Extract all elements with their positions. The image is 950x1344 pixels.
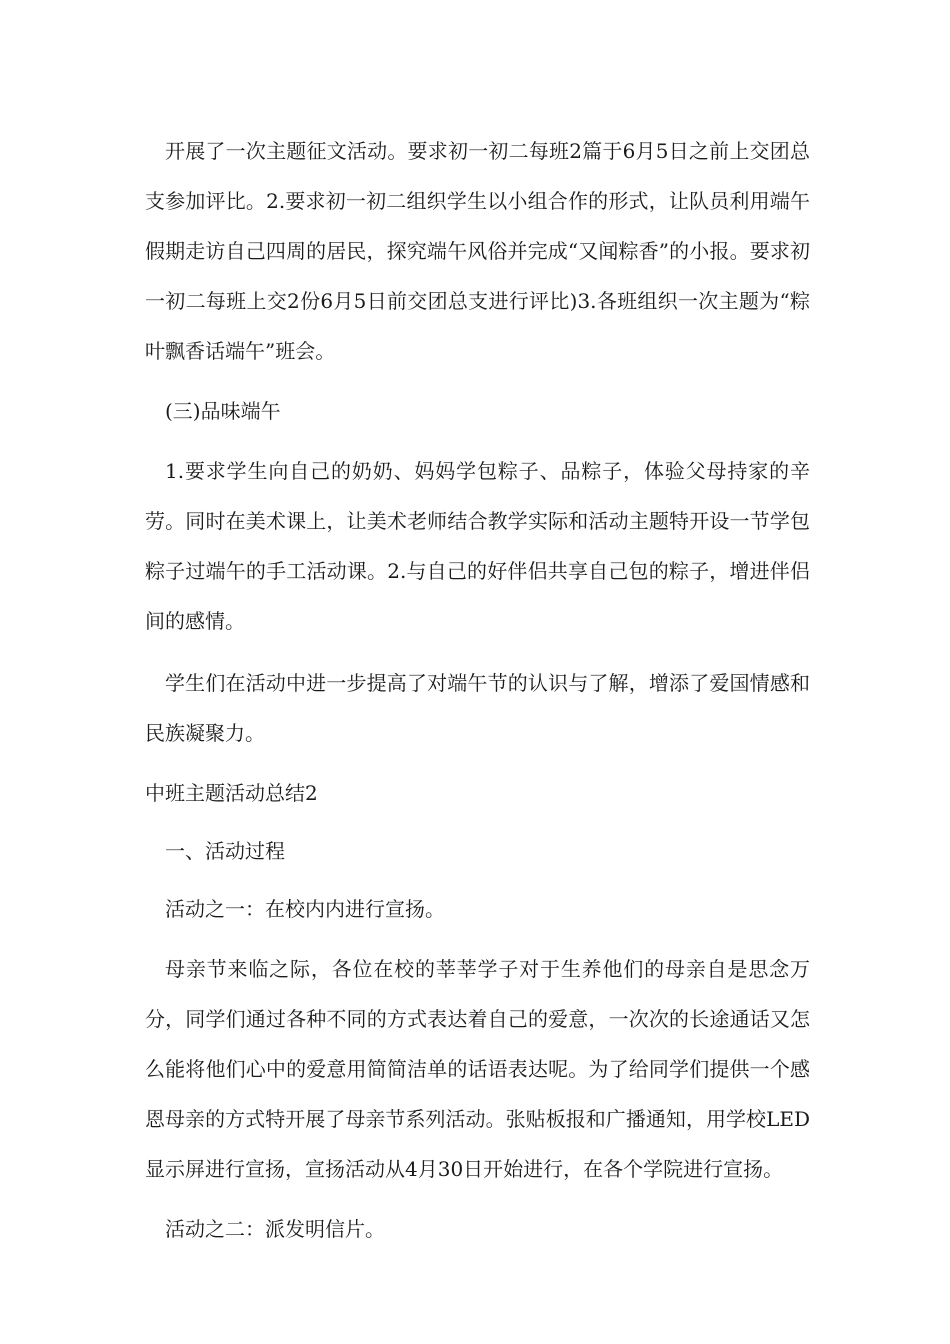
section-heading-activity-process: 一、活动过程 <box>165 839 285 863</box>
section-heading-taste-duanwu: (三)品味端午 <box>165 399 281 423</box>
paragraph-mothers-day: 母亲节来临之际，各位在校的莘莘学子对于生养他们的母亲自是思念万分，同学们通过各种不同的方式表达着自己的爱意，一次次的长途通话又怎么能将他们心中的爱意用简简洁单的话语表达呢。为了给同学们提供一个感恩母亲的方式特开展了母亲节系列活动。张贴板报和广播通知，用学校LED显示屏进行宣扬，宣扬活动从4月30日开始进行，在各个学院进行宣扬。 <box>145 957 810 1181</box>
paragraph-essay-activity: 开展了一次主题征文活动。要求初一初二每班2篇于6月5日之前上交团总支参加评比。2.要求初一初二组织学生以小组合作的形式，让队员利用端午假期走访自己四周的居民，探究端午风俗并完成“又闻粽香”的小报。要求初一初二每班上交2份6月5日前交团总支进行评比)3.各班组织一次主题为“粽叶飘香话端午”班会。 <box>145 139 810 363</box>
document-body <box>145 126 810 1264</box>
paragraph-zongzi-making: 1.要求学生向自己的奶奶、妈妈学包粽子、品粽子，体验父母持家的辛劳。同时在美术课上，让美术老师结合教学实际和活动主题特开设一节学包粽子过端午的手工活动课。2.与自己的好伴侣共享自己包的粽子，增进伴侣间的感情。 <box>145 459 810 633</box>
document-subtitle: 中班主题活动总结2 <box>145 781 318 805</box>
activity-two-heading: 活动之二：派发明信片。 <box>165 1217 385 1241</box>
paragraph-activity-outcome: 学生们在活动中进一步提高了对端午节的认识与了解，增添了爱国情感和民族凝聚力。 <box>145 671 810 745</box>
activity-one-heading: 活动之一：在校内内进行宣扬。 <box>165 897 445 921</box>
